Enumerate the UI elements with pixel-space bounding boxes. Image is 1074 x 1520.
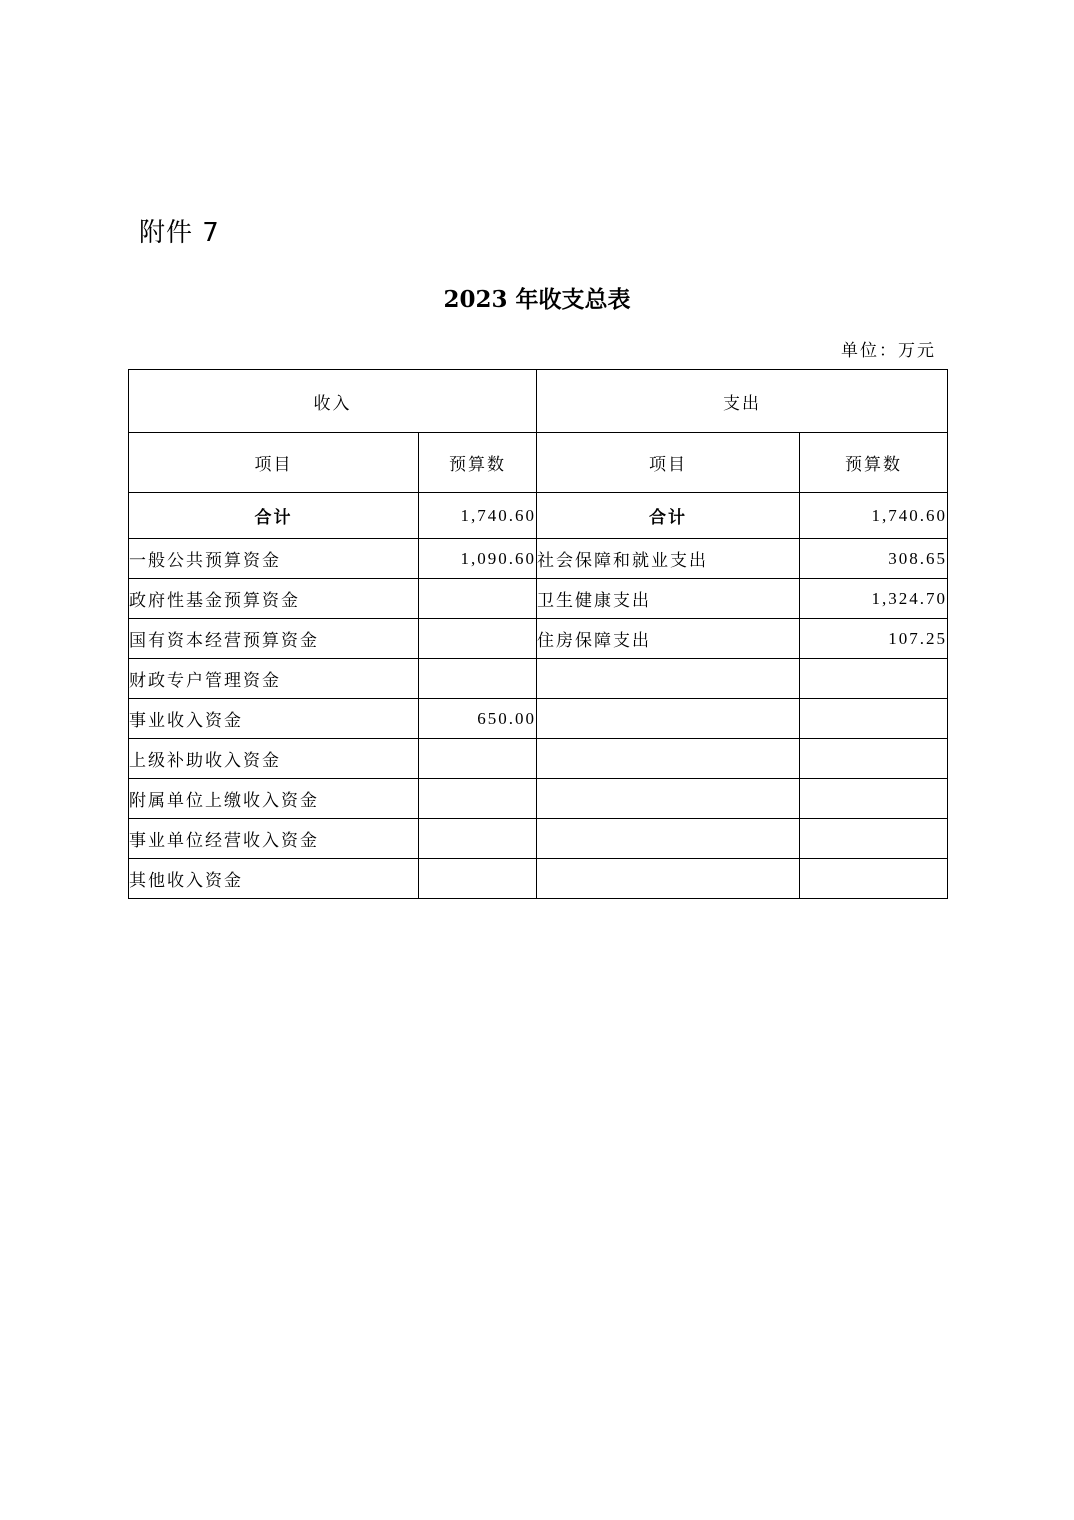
income-amount-cell	[419, 579, 537, 619]
income-item-cell: 国有资本经营预算资金	[129, 619, 419, 659]
income-total-amount: 1,740.60	[419, 493, 537, 539]
income-item-cell: 附属单位上缴收入资金	[129, 779, 419, 819]
expense-item-header: 项目	[537, 433, 800, 493]
income-item-cell: 事业单位经营收入资金	[129, 819, 419, 859]
expense-item-cell	[537, 699, 800, 739]
expense-amount-cell: 1,324.70	[800, 579, 948, 619]
group-header-row	[129, 370, 948, 433]
income-item-cell: 其他收入资金	[129, 859, 419, 899]
table-row	[129, 659, 948, 699]
table-row	[129, 859, 948, 899]
expense-amount-cell	[800, 659, 948, 699]
expense-amount-cell	[800, 699, 948, 739]
unit-note: 单位：万元	[841, 341, 936, 361]
income-item-cell: 上级补助收入资金	[129, 739, 419, 779]
expense-amount-cell: 107.25	[800, 619, 948, 659]
table-row	[129, 579, 948, 619]
table-row	[129, 539, 948, 579]
income-item-cell: 财政专户管理资金	[129, 659, 419, 699]
expense-amount-header: 预算数	[800, 433, 948, 493]
table-row	[129, 699, 948, 739]
income-amount-cell	[419, 859, 537, 899]
income-total-label: 合计	[129, 493, 419, 539]
total-row	[129, 493, 948, 539]
table-row	[129, 619, 948, 659]
income-amount-cell	[419, 819, 537, 859]
expense-item-cell	[537, 659, 800, 699]
table-row	[129, 819, 948, 859]
table-row	[129, 779, 948, 819]
income-item-cell: 一般公共预算资金	[129, 539, 419, 579]
expense-amount-cell	[800, 859, 948, 899]
expense-amount-cell: 308.65	[800, 539, 948, 579]
income-amount-cell	[419, 779, 537, 819]
expense-total-amount: 1,740.60	[800, 493, 948, 539]
table-row	[129, 739, 948, 779]
income-item-cell: 事业收入资金	[129, 699, 419, 739]
expense-item-cell: 卫生健康支出	[537, 579, 800, 619]
expense-item-cell	[537, 779, 800, 819]
expense-amount-cell	[800, 819, 948, 859]
column-header-row	[129, 433, 948, 493]
expense-total-label: 合计	[537, 493, 800, 539]
page-title: 2023 年收支总表	[443, 286, 631, 313]
income-item-cell: 政府性基金预算资金	[129, 579, 419, 619]
income-amount-header: 预算数	[419, 433, 537, 493]
attachment-label: 附件 7	[139, 218, 220, 248]
expense-item-cell	[537, 739, 800, 779]
expense-item-cell: 住房保障支出	[537, 619, 800, 659]
expense-amount-cell	[800, 779, 948, 819]
income-amount-cell	[419, 619, 537, 659]
expense-item-cell: 社会保障和就业支出	[537, 539, 800, 579]
expense-amount-cell	[800, 739, 948, 779]
income-amount-cell: 650.00	[419, 699, 537, 739]
income-item-header: 项目	[129, 433, 419, 493]
income-amount-cell	[419, 739, 537, 779]
income-amount-cell: 1,090.60	[419, 539, 537, 579]
expense-item-cell	[537, 859, 800, 899]
income-group-header: 收入	[129, 370, 537, 433]
expense-item-cell	[537, 819, 800, 859]
budget-summary-table	[128, 369, 948, 899]
income-amount-cell	[419, 659, 537, 699]
expense-group-header: 支出	[537, 370, 948, 433]
